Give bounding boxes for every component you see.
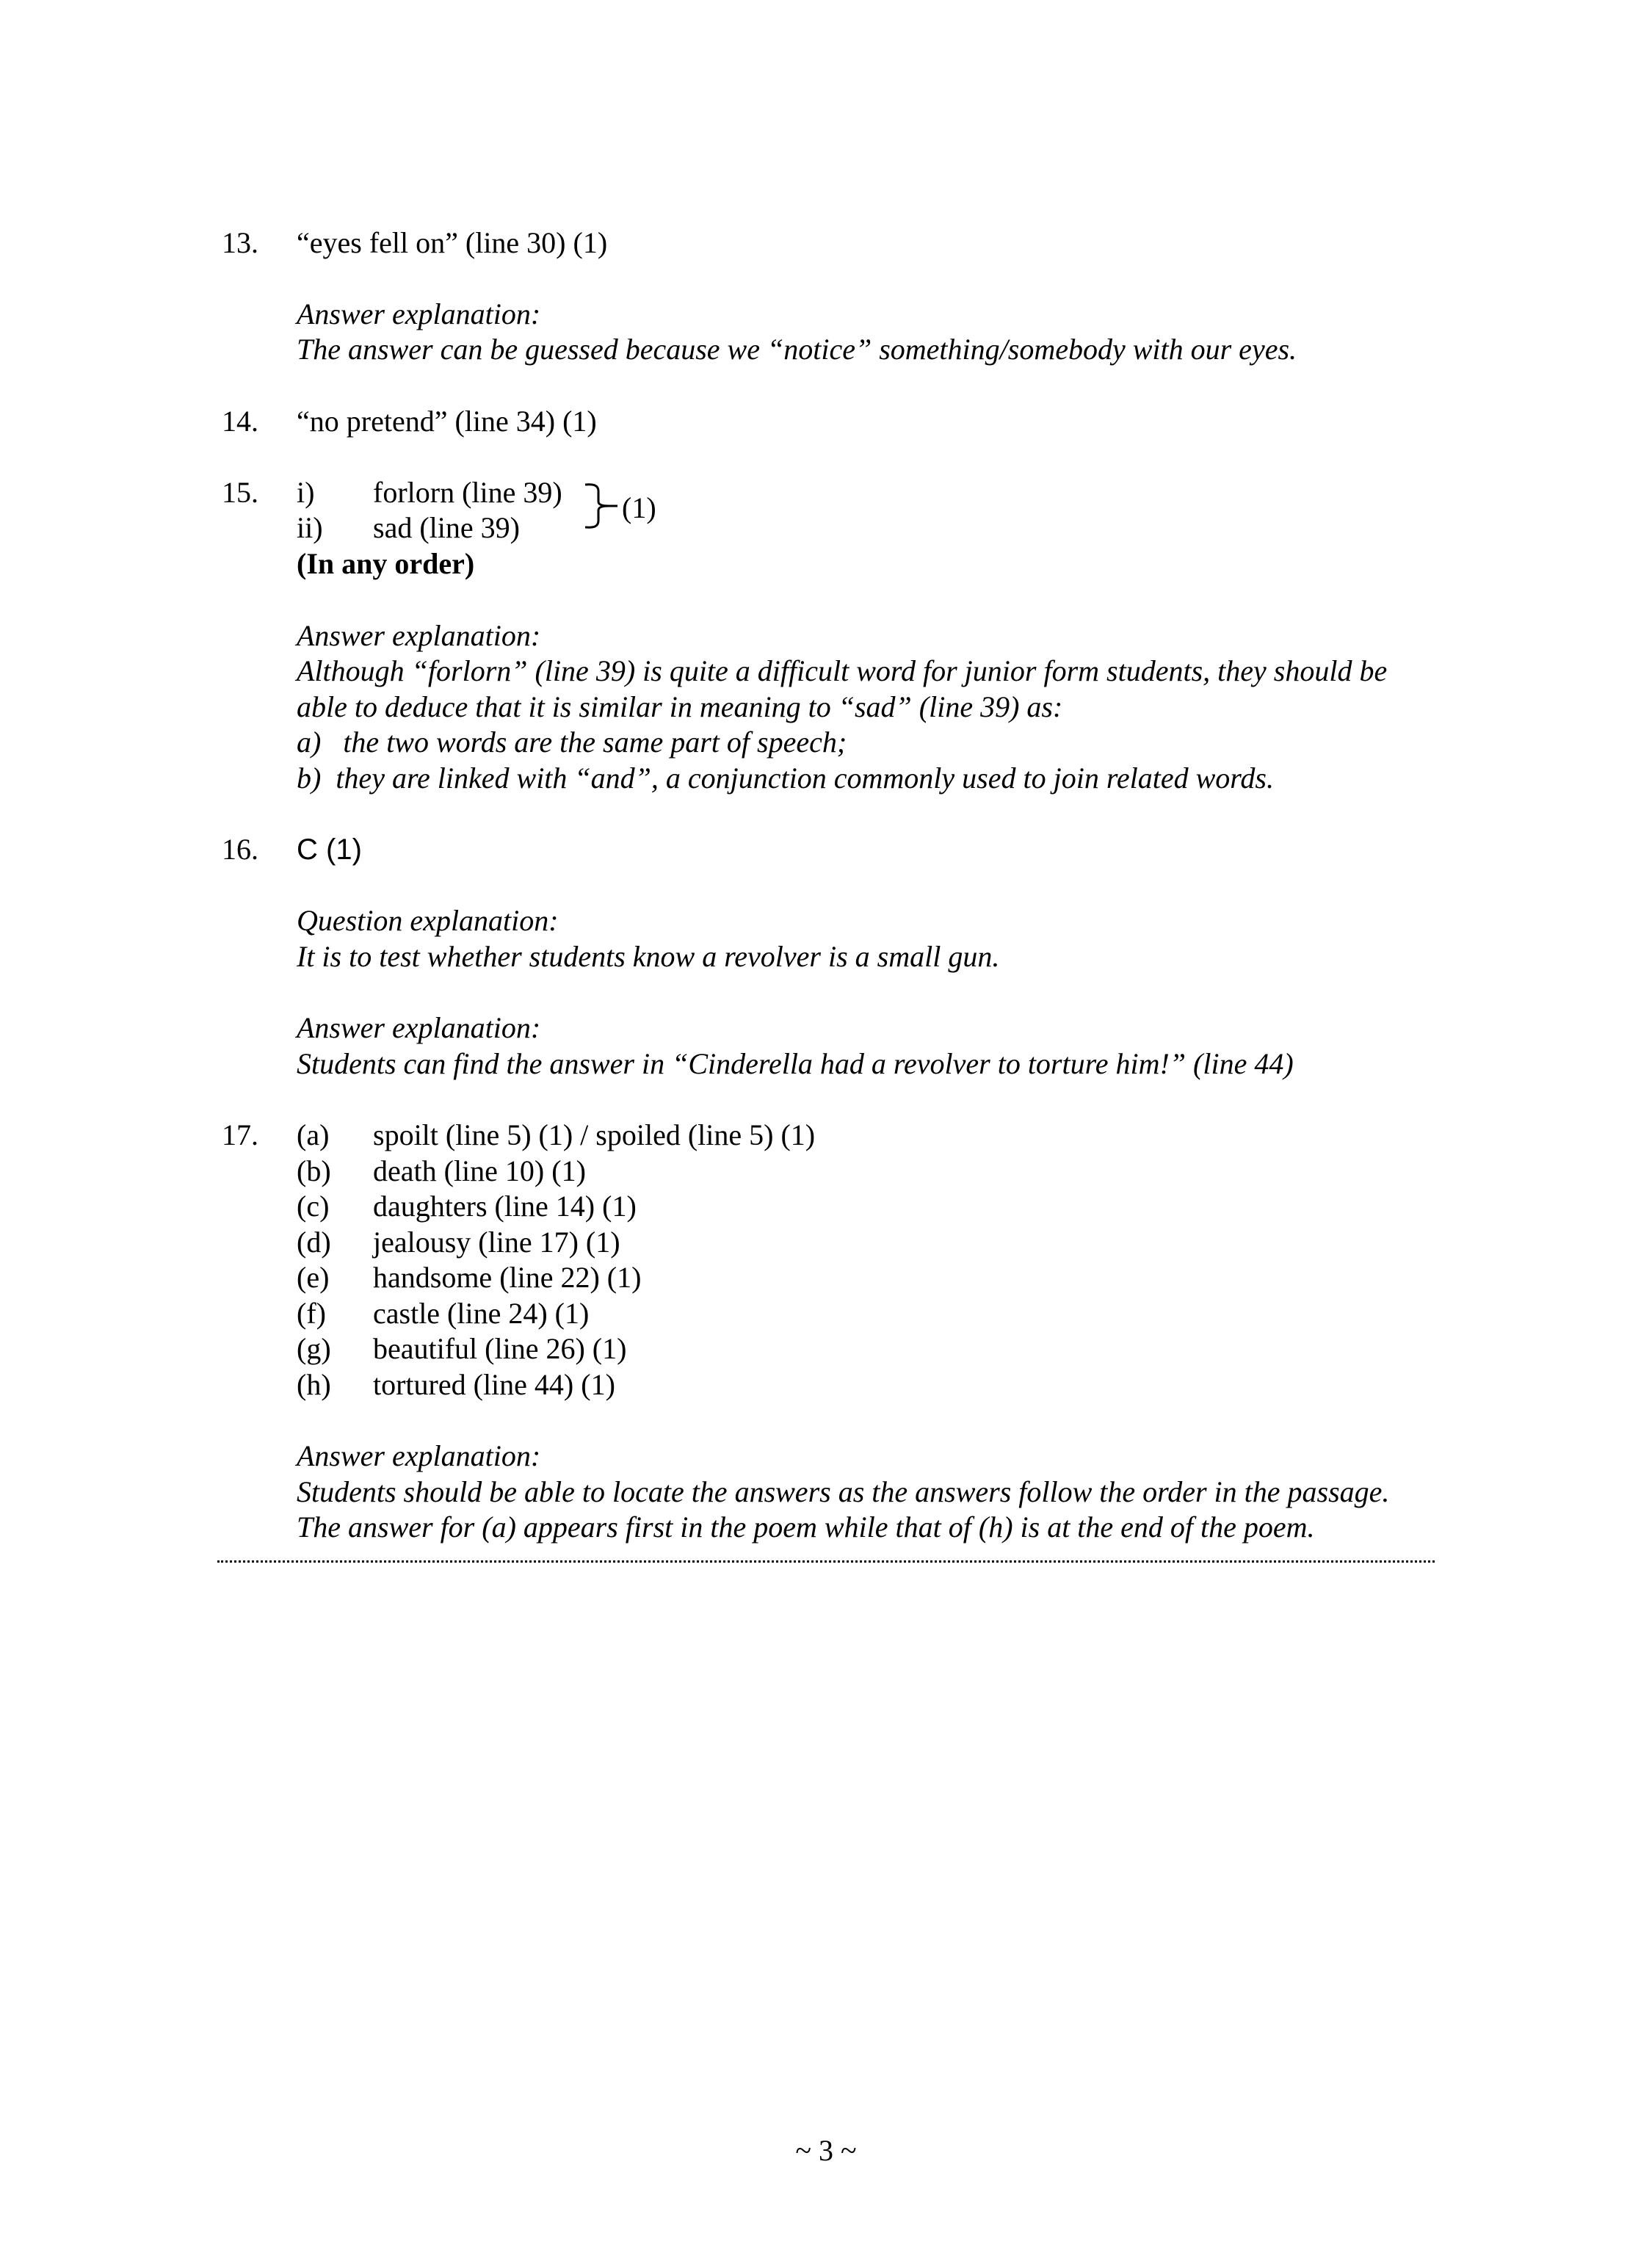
item-label: (a) bbox=[297, 1118, 330, 1151]
item-label: (f) bbox=[297, 1297, 326, 1330]
item-label: (e) bbox=[297, 1261, 330, 1294]
answer-explanation-line: a) the two words are the same part of speech; bbox=[297, 725, 847, 759]
answer-explanation-line: Students should be able to locate the answers as the answers follow the order in the passage. bbox=[297, 1475, 1390, 1508]
answer-explanation-text: Students can find the answer in “Cinderella had a revolver to torture him!” (line 44) bbox=[297, 1047, 1294, 1080]
item-label: (b) bbox=[297, 1154, 331, 1187]
item-text: castle (line 24) (1) bbox=[373, 1297, 590, 1330]
answer-text: “eyes fell on” (line 30) (1) bbox=[297, 226, 608, 259]
answer-explanation-line: Although “forlorn” (line 39) is quite a difficult word for junior form students, they should be bbox=[297, 654, 1388, 687]
item-text: handsome (line 22) (1) bbox=[373, 1261, 642, 1294]
answer-explanation-label: Answer explanation: bbox=[297, 1439, 541, 1472]
mark: (1) bbox=[622, 491, 656, 524]
answer-text: C (1) bbox=[297, 833, 362, 866]
answer-text: “no pretend” (line 34) (1) bbox=[297, 405, 597, 438]
answer-explanation-label: Answer explanation: bbox=[297, 297, 541, 330]
item-text: sad (line 39) bbox=[373, 511, 520, 544]
answer-explanation-label: Answer explanation: bbox=[297, 619, 541, 652]
question-explanation-label: Question explanation: bbox=[297, 904, 559, 937]
dotted-divider bbox=[217, 1560, 1435, 1563]
item-text: spoilt (line 5) (1) / spoiled (line 5) (1) bbox=[373, 1118, 816, 1151]
question-number: 13. bbox=[222, 226, 258, 259]
item-text: daughters (line 14) (1) bbox=[373, 1190, 637, 1223]
answer-explanation-line: able to deduce that it is similar in meaning to “sad” (line 39) as: bbox=[297, 690, 1063, 723]
item-text: jealousy (line 17) (1) bbox=[373, 1226, 620, 1259]
page-number: ~ 3 ~ bbox=[795, 2134, 857, 2167]
item-label: (d) bbox=[297, 1226, 331, 1259]
answer-explanation-label: Answer explanation: bbox=[297, 1011, 541, 1044]
question-number: 16. bbox=[222, 833, 258, 866]
answer-explanation-text: The answer can be guessed because we “notice” something/somebody with our eyes. bbox=[297, 333, 1297, 366]
item-text: forlorn (line 39) bbox=[373, 476, 562, 509]
item-label: ii) bbox=[297, 511, 323, 544]
item-text: tortured (line 44) (1) bbox=[373, 1368, 615, 1401]
question-number: 17. bbox=[222, 1118, 258, 1151]
answer-explanation-line: The answer for (a) appears first in the poem while that of (h) is at the end of the poem. bbox=[297, 1510, 1315, 1544]
right-brace-icon bbox=[584, 482, 619, 529]
item-text: beautiful (line 26) (1) bbox=[373, 1332, 627, 1365]
question-number: 15. bbox=[222, 476, 258, 509]
answer-explanation-line: b) they are linked with “and”, a conjunction commonly used to join related words. bbox=[297, 761, 1274, 795]
question-explanation-text: It is to test whether students know a revolver is a small gun. bbox=[297, 940, 1000, 973]
item-label: (g) bbox=[297, 1332, 331, 1365]
item-label: (h) bbox=[297, 1368, 331, 1401]
order-note: (In any order) bbox=[297, 547, 475, 580]
question-number: 14. bbox=[222, 405, 258, 438]
item-text: death (line 10) (1) bbox=[373, 1154, 586, 1187]
item-label: i) bbox=[297, 476, 315, 509]
item-label: (c) bbox=[297, 1190, 330, 1223]
